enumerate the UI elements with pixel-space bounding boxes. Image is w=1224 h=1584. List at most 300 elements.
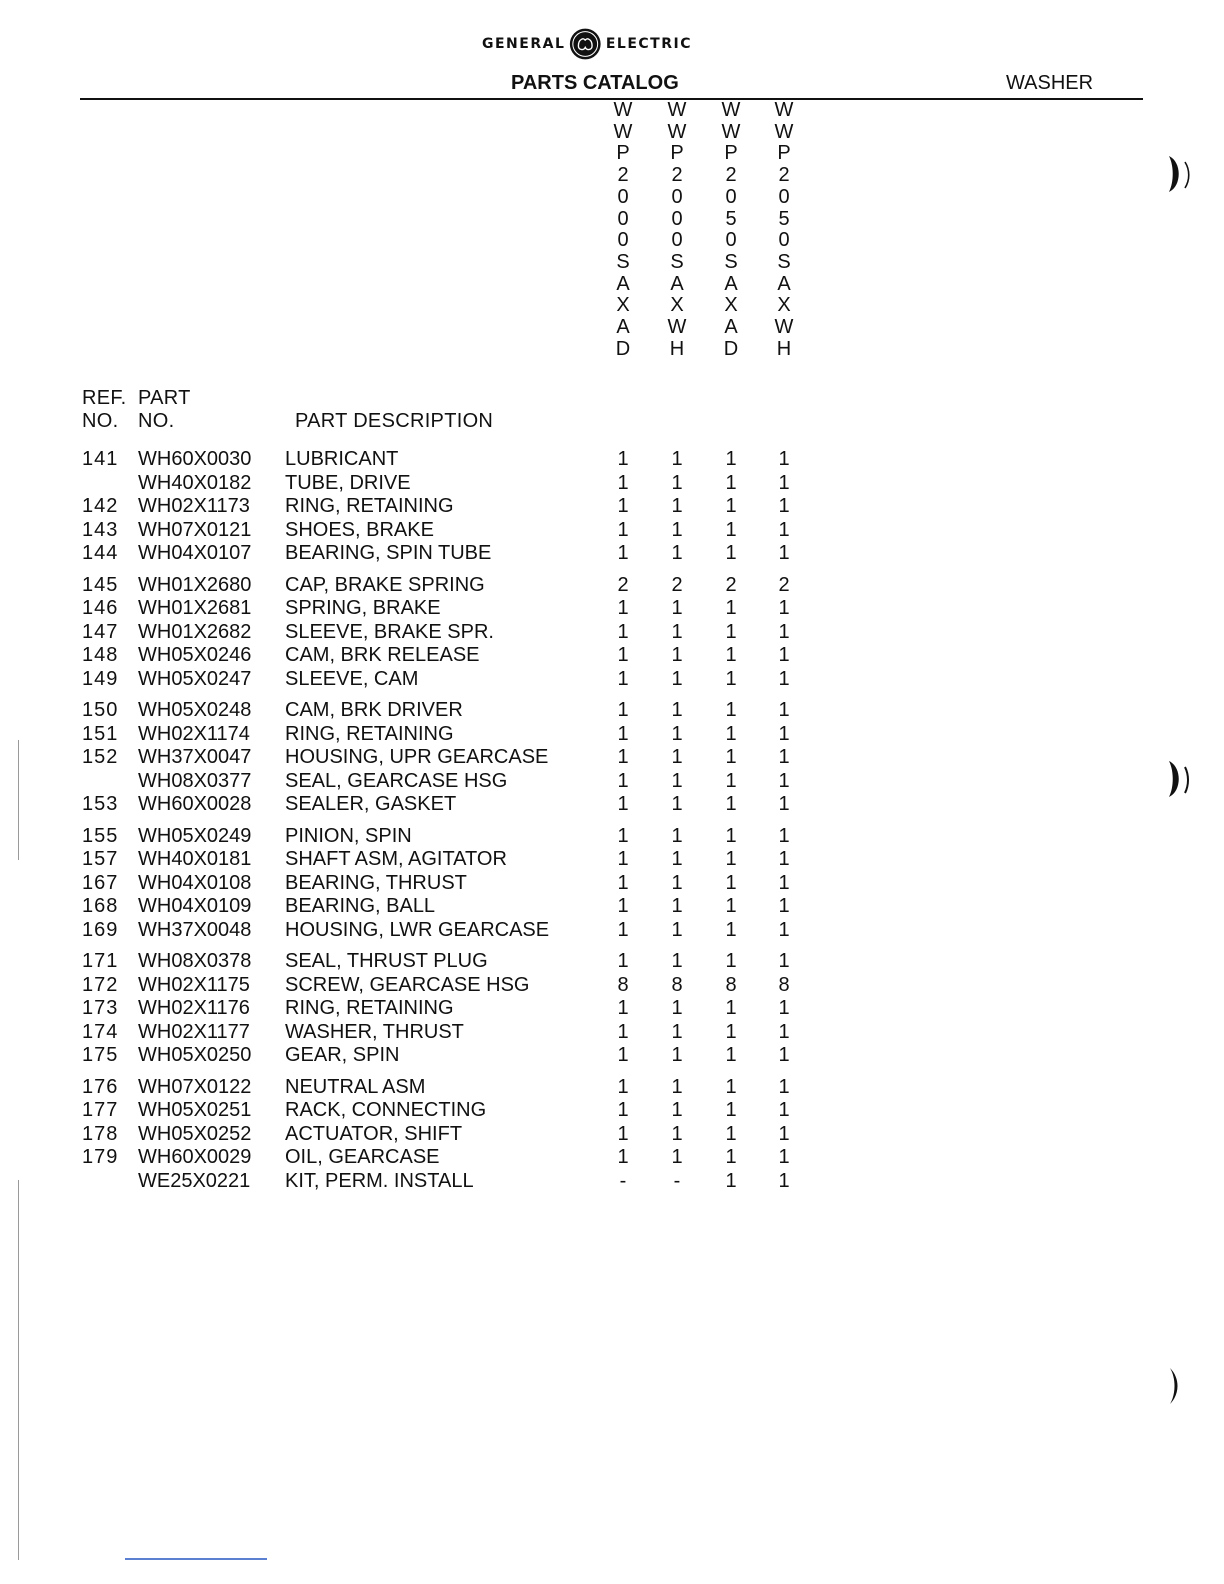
table-row xyxy=(0,769,1224,793)
quantity-cell: 1 xyxy=(671,918,683,941)
part-description: SEALER, GASKET xyxy=(285,793,457,816)
quantity-cell: 1 xyxy=(778,644,790,667)
part-description: SPRING, BRAKE xyxy=(285,597,441,620)
quantity-cell: 1 xyxy=(778,699,790,721)
part-number: WH08X0377 xyxy=(138,769,252,792)
quantity-cell: 1 xyxy=(778,620,790,643)
quantity-cell: 1 xyxy=(671,542,683,565)
quantity-cell: 1 xyxy=(617,620,629,643)
model-char: W xyxy=(667,99,687,121)
quantity-cell: 1 xyxy=(725,871,737,894)
quantity-cell: 1 xyxy=(671,597,683,620)
part-description-heading: PART DESCRIPTION xyxy=(295,410,494,432)
binder-hole-mark-icon xyxy=(1166,152,1196,196)
quantity-cell: 1 xyxy=(671,699,683,721)
quantity-cell: 1 xyxy=(617,824,629,847)
scan-artifact xyxy=(18,1180,19,1560)
table-row xyxy=(0,722,1224,746)
model-char: A xyxy=(724,316,738,339)
quantity-cell: - xyxy=(673,1169,681,1192)
ref-heading-line1: REF. xyxy=(82,387,127,409)
table-row xyxy=(0,1098,1224,1122)
product-label: WASHER xyxy=(1006,72,1094,94)
quantity-cell: 1 xyxy=(671,1146,683,1169)
model-char: S xyxy=(724,250,738,273)
part-description: KIT, PERM. INSTALL xyxy=(285,1169,474,1192)
quantity-cell: 1 xyxy=(671,1099,683,1122)
ref-number: 153 xyxy=(82,793,119,816)
quantity-cell: 1 xyxy=(725,895,737,918)
part-description: HOUSING, LWR GEARCASE xyxy=(285,918,550,941)
table-row xyxy=(0,949,1224,973)
quantity-cell: 1 xyxy=(725,918,737,941)
model-char: 2 xyxy=(725,164,737,187)
part-number: WH02X1177 xyxy=(138,1020,250,1043)
ref-number: 148 xyxy=(82,644,119,667)
model-column-header xyxy=(665,100,689,360)
model-char: 0 xyxy=(617,185,629,208)
quantity-cell: 1 xyxy=(778,1099,790,1122)
model-char: X xyxy=(616,294,630,317)
part-number: WH04X0109 xyxy=(138,895,252,918)
model-char: H xyxy=(776,337,792,360)
table-row xyxy=(0,541,1224,565)
model-char: A xyxy=(616,272,630,295)
model-char: A xyxy=(724,272,738,295)
model-char: W xyxy=(721,120,741,143)
table-row xyxy=(0,1145,1224,1169)
quantity-cell: 1 xyxy=(671,448,683,470)
quantity-cell: 1 xyxy=(725,597,737,620)
part-number: WH04X0108 xyxy=(138,871,252,894)
quantity-cell: 1 xyxy=(671,471,683,494)
model-char: S xyxy=(777,250,791,273)
part-description: RACK, CONNECTING xyxy=(285,1099,487,1122)
ref-number: 144 xyxy=(82,542,119,565)
quantity-cell: 1 xyxy=(778,793,790,816)
quantity-cell: 1 xyxy=(617,699,629,721)
binder-hole-mark-icon xyxy=(1166,1364,1190,1408)
model-char: W xyxy=(667,316,687,339)
quantity-cell: 2 xyxy=(671,573,683,596)
model-char: 2 xyxy=(671,164,683,187)
quantity-cell: 1 xyxy=(778,1146,790,1169)
ref-number: 155 xyxy=(82,824,119,847)
quantity-cell: 1 xyxy=(778,918,790,941)
part-no-heading xyxy=(138,387,191,433)
quantity-cell: 1 xyxy=(617,667,629,690)
quantity-cell: 1 xyxy=(617,1099,629,1122)
quantity-cell: 1 xyxy=(617,871,629,894)
ref-number: 174 xyxy=(82,1020,119,1043)
part-description: RING, RETAINING xyxy=(285,495,454,518)
brand-header xyxy=(482,22,692,66)
quantity-cell: 1 xyxy=(778,667,790,690)
model-char: H xyxy=(669,337,685,360)
quantity-cell: 1 xyxy=(725,746,737,769)
quantity-cell: 1 xyxy=(617,722,629,745)
brand-word-general: GENERAL xyxy=(482,36,566,52)
ref-number: 146 xyxy=(82,597,119,620)
table-row xyxy=(0,1020,1224,1044)
part-number: WH60X0029 xyxy=(138,1146,252,1169)
part-description: HOUSING, UPR GEARCASE xyxy=(285,746,549,769)
quantity-cell: 1 xyxy=(617,597,629,620)
quantity-cell: 1 xyxy=(725,997,737,1020)
part-description: OIL, GEARCASE xyxy=(285,1146,440,1169)
table-row xyxy=(0,973,1224,997)
ref-number: 152 xyxy=(82,746,119,769)
ref-number: 142 xyxy=(82,495,119,518)
ref-number: 150 xyxy=(82,699,119,721)
quantity-cell: 1 xyxy=(725,950,737,972)
quantity-cell: 1 xyxy=(778,597,790,620)
table-row xyxy=(0,698,1224,722)
quantity-cell: 1 xyxy=(778,848,790,871)
model-char: 5 xyxy=(778,207,790,230)
model-char: 0 xyxy=(725,185,737,208)
ref-number: 151 xyxy=(82,722,119,745)
quantity-cell: 1 xyxy=(725,699,737,721)
model-char: X xyxy=(670,294,684,317)
quantity-cell: 1 xyxy=(671,769,683,792)
part-description: SHAFT ASM, AGITATOR xyxy=(285,848,507,871)
quantity-cell: 1 xyxy=(671,1122,683,1145)
part-number: WH40X0182 xyxy=(138,471,252,494)
quantity-cell: 1 xyxy=(725,495,737,518)
quantity-cell: 1 xyxy=(778,1075,790,1098)
quantity-cell: 1 xyxy=(778,950,790,972)
model-char: P xyxy=(670,142,684,165)
part-number: WH04X0107 xyxy=(138,542,252,565)
part-number: WH05X0251 xyxy=(138,1099,252,1122)
quantity-cell: 1 xyxy=(671,620,683,643)
part-description: TUBE, DRIVE xyxy=(285,471,411,494)
quantity-cell: 1 xyxy=(671,1075,683,1098)
part-number: WH07X0121 xyxy=(138,518,252,541)
table-row xyxy=(0,1043,1224,1067)
quantity-cell: 1 xyxy=(778,746,790,769)
quantity-cell: 1 xyxy=(671,495,683,518)
table-row xyxy=(0,518,1224,542)
ref-number: 175 xyxy=(82,1044,119,1067)
quantity-cell: 1 xyxy=(617,918,629,941)
quantity-cell: 1 xyxy=(725,667,737,690)
part-number: WH02X1176 xyxy=(138,997,250,1020)
ref-number: 143 xyxy=(82,518,119,541)
quantity-cell: 8 xyxy=(671,973,683,996)
model-char: P xyxy=(724,142,738,165)
part-description: SLEEVE, CAM xyxy=(285,667,419,690)
quantity-cell: 1 xyxy=(725,848,737,871)
table-row xyxy=(0,620,1224,644)
quantity-cell: 1 xyxy=(617,471,629,494)
quantity-cell: 1 xyxy=(725,769,737,792)
table-row xyxy=(0,447,1224,471)
model-char: 0 xyxy=(778,229,790,252)
part-number: WH02X1174 xyxy=(138,722,250,745)
part-number: WH05X0247 xyxy=(138,667,252,690)
model-column-header xyxy=(719,100,743,360)
part-number: WE25X0221 xyxy=(138,1169,251,1192)
quantity-cell: 1 xyxy=(778,871,790,894)
part-number: WH08X0378 xyxy=(138,950,252,972)
part-description: SEAL, GEARCASE HSG xyxy=(285,769,508,792)
part-description: ACTUATOR, SHIFT xyxy=(285,1122,463,1145)
table-row xyxy=(0,471,1224,495)
ref-number: 172 xyxy=(82,973,119,996)
quantity-cell: 1 xyxy=(671,644,683,667)
model-char: A xyxy=(670,272,684,295)
quantity-cell: 2 xyxy=(778,573,790,596)
table-row xyxy=(0,1122,1224,1146)
model-char: 0 xyxy=(617,229,629,252)
quantity-cell: 1 xyxy=(725,1169,737,1192)
table-row xyxy=(0,573,1224,597)
part-description: CAM, BRK DRIVER xyxy=(285,699,463,721)
quantity-cell: 1 xyxy=(778,495,790,518)
part-number: WH05X0248 xyxy=(138,699,252,721)
ref-heading-line2: NO. xyxy=(82,410,119,432)
part-number: WH02X1175 xyxy=(138,973,250,996)
part-number: WH37X0047 xyxy=(138,746,252,769)
quantity-cell: 1 xyxy=(778,769,790,792)
ref-number: 145 xyxy=(82,573,119,596)
model-char: 2 xyxy=(778,164,790,187)
quantity-cell: 2 xyxy=(617,573,629,596)
quantity-cell: 8 xyxy=(725,973,737,996)
quantity-cell: 1 xyxy=(617,644,629,667)
model-char: 0 xyxy=(778,185,790,208)
model-char: W xyxy=(613,99,633,121)
ref-number: 149 xyxy=(82,667,119,690)
part-number: WH01X2680 xyxy=(138,573,252,596)
model-char: A xyxy=(616,316,630,339)
model-char: 0 xyxy=(671,229,683,252)
part-description: SLEEVE, BRAKE SPR. xyxy=(285,620,494,643)
part-description: LUBRICANT xyxy=(285,448,399,470)
model-char: 0 xyxy=(725,229,737,252)
quantity-cell: 1 xyxy=(617,1044,629,1067)
part-description: CAP, BRAKE SPRING xyxy=(285,573,485,596)
quantity-cell: 1 xyxy=(725,448,737,470)
part-number: WH40X0181 xyxy=(138,848,252,871)
quantity-cell: 1 xyxy=(617,848,629,871)
quantity-cell: 1 xyxy=(671,518,683,541)
quantity-cell: 1 xyxy=(617,1020,629,1043)
quantity-cell: 1 xyxy=(725,1146,737,1169)
model-column-header xyxy=(611,100,635,360)
quantity-cell: 1 xyxy=(671,871,683,894)
table-row xyxy=(0,643,1224,667)
quantity-cell: 1 xyxy=(725,542,737,565)
quantity-cell: - xyxy=(619,1169,627,1192)
part-description: BEARING, BALL xyxy=(285,895,436,918)
quantity-cell: 1 xyxy=(778,542,790,565)
part-number: WH05X0246 xyxy=(138,644,252,667)
table-row xyxy=(0,596,1224,620)
model-char: X xyxy=(777,294,791,317)
quantity-cell: 1 xyxy=(617,1075,629,1098)
quantity-cell: 1 xyxy=(778,722,790,745)
page-title: PARTS CATALOG xyxy=(511,72,679,94)
quantity-cell: 8 xyxy=(617,973,629,996)
binder-hole-mark-icon xyxy=(1166,757,1196,801)
model-char: W xyxy=(774,316,794,339)
part-description: SHOES, BRAKE xyxy=(285,518,434,541)
ref-number: 147 xyxy=(82,620,119,643)
quantity-cell: 1 xyxy=(617,495,629,518)
table-row xyxy=(0,847,1224,871)
model-char: W xyxy=(774,99,794,121)
table-row xyxy=(0,824,1224,848)
quantity-cell: 1 xyxy=(778,448,790,470)
part-description: GEAR, SPIN xyxy=(285,1044,400,1067)
part-heading-line2: NO. xyxy=(138,410,175,432)
quantity-cell: 1 xyxy=(725,471,737,494)
ref-number: 176 xyxy=(82,1075,119,1098)
quantity-cell: 1 xyxy=(671,793,683,816)
quantity-cell: 8 xyxy=(778,973,790,996)
quantity-cell: 1 xyxy=(617,448,629,470)
part-description: RING, RETAINING xyxy=(285,997,454,1020)
ref-number: 141 xyxy=(82,448,119,470)
quantity-cell: 1 xyxy=(617,1122,629,1145)
quantity-cell: 1 xyxy=(617,769,629,792)
quantity-cell: 1 xyxy=(725,1122,737,1145)
table-row xyxy=(0,745,1224,769)
model-char: P xyxy=(777,142,791,165)
ref-number: 167 xyxy=(82,871,119,894)
ref-number: 157 xyxy=(82,848,119,871)
model-char: D xyxy=(723,337,739,360)
model-char: W xyxy=(667,120,687,143)
table-row xyxy=(0,996,1224,1020)
quantity-cell: 1 xyxy=(617,746,629,769)
part-description: BEARING, SPIN TUBE xyxy=(285,542,492,565)
quantity-cell: 1 xyxy=(778,1020,790,1043)
brand-word-electric: ELECTRIC xyxy=(605,36,692,52)
quantity-cell: 1 xyxy=(671,848,683,871)
quantity-cell: 1 xyxy=(725,1020,737,1043)
part-description: SCREW, GEARCASE HSG xyxy=(285,973,530,996)
table-row xyxy=(0,894,1224,918)
model-char: 2 xyxy=(617,164,629,187)
table-row xyxy=(0,1169,1224,1193)
part-number: WH01X2681 xyxy=(138,597,252,620)
quantity-cell: 1 xyxy=(671,1020,683,1043)
model-char: S xyxy=(616,250,630,273)
quantity-cell: 1 xyxy=(671,950,683,972)
part-description: NEUTRAL ASM xyxy=(285,1075,426,1098)
quantity-cell: 1 xyxy=(778,895,790,918)
quantity-cell: 1 xyxy=(671,824,683,847)
model-char: W xyxy=(613,120,633,143)
quantity-cell: 2 xyxy=(725,573,737,596)
part-heading-line1: PART xyxy=(138,387,191,409)
part-description: CAM, BRK RELEASE xyxy=(285,644,480,667)
model-char: W xyxy=(774,120,794,143)
quantity-cell: 1 xyxy=(725,1044,737,1067)
part-number: WH07X0122 xyxy=(138,1075,252,1098)
ref-number: 177 xyxy=(82,1099,119,1122)
table-row xyxy=(0,1075,1224,1099)
quantity-cell: 1 xyxy=(671,997,683,1020)
table-row xyxy=(0,792,1224,816)
quantity-cell: 1 xyxy=(725,518,737,541)
ge-logo-icon xyxy=(569,25,601,63)
part-description: SEAL, THRUST PLUG xyxy=(285,950,488,972)
ref-number: 178 xyxy=(82,1122,119,1145)
ref-number: 168 xyxy=(82,895,119,918)
model-char: S xyxy=(670,250,684,273)
part-description: RING, RETAINING xyxy=(285,722,454,745)
ref-number: 173 xyxy=(82,997,119,1020)
scan-artifact-underline xyxy=(125,1558,267,1560)
part-number: WH01X2682 xyxy=(138,620,252,643)
quantity-cell: 1 xyxy=(671,722,683,745)
quantity-cell: 1 xyxy=(617,950,629,972)
model-char: D xyxy=(615,337,631,360)
quantity-cell: 1 xyxy=(778,471,790,494)
part-number: WH37X0048 xyxy=(138,918,252,941)
quantity-cell: 1 xyxy=(617,997,629,1020)
table-row xyxy=(0,871,1224,895)
model-char: A xyxy=(777,272,791,295)
quantity-cell: 1 xyxy=(725,1075,737,1098)
part-number: WH05X0249 xyxy=(138,824,252,847)
quantity-cell: 1 xyxy=(778,1169,790,1192)
model-char: 5 xyxy=(725,207,737,230)
quantity-cell: 1 xyxy=(778,1122,790,1145)
quantity-cell: 1 xyxy=(778,824,790,847)
quantity-cell: 1 xyxy=(671,667,683,690)
quantity-cell: 1 xyxy=(617,518,629,541)
model-column-header xyxy=(772,100,796,360)
quantity-cell: 1 xyxy=(778,1044,790,1067)
part-description: BEARING, THRUST xyxy=(285,871,467,894)
quantity-cell: 1 xyxy=(671,1044,683,1067)
part-description: WASHER, THRUST xyxy=(285,1020,464,1043)
quantity-cell: 1 xyxy=(725,644,737,667)
part-number: WH60X0028 xyxy=(138,793,252,816)
quantity-cell: 1 xyxy=(778,518,790,541)
model-char: 0 xyxy=(617,207,629,230)
part-number: WH05X0252 xyxy=(138,1122,252,1145)
table-row xyxy=(0,918,1224,942)
ref-no-heading xyxy=(82,387,127,433)
quantity-cell: 1 xyxy=(778,997,790,1020)
ref-number: 171 xyxy=(82,950,119,972)
quantity-cell: 1 xyxy=(725,722,737,745)
scan-artifact xyxy=(18,740,19,860)
part-number: WH05X0250 xyxy=(138,1044,252,1067)
quantity-cell: 1 xyxy=(725,620,737,643)
quantity-cell: 1 xyxy=(617,1146,629,1169)
ref-number: 169 xyxy=(82,918,119,941)
part-description: PINION, SPIN xyxy=(285,824,412,847)
quantity-cell: 1 xyxy=(617,895,629,918)
ref-number: 179 xyxy=(82,1146,119,1169)
model-char: 0 xyxy=(671,185,683,208)
part-number: WH02X1173 xyxy=(138,495,250,518)
quantity-cell: 1 xyxy=(725,824,737,847)
model-char: P xyxy=(616,142,630,165)
table-row xyxy=(0,494,1224,518)
quantity-cell: 1 xyxy=(617,542,629,565)
quantity-cell: 1 xyxy=(725,793,737,816)
quantity-cell: 1 xyxy=(671,895,683,918)
